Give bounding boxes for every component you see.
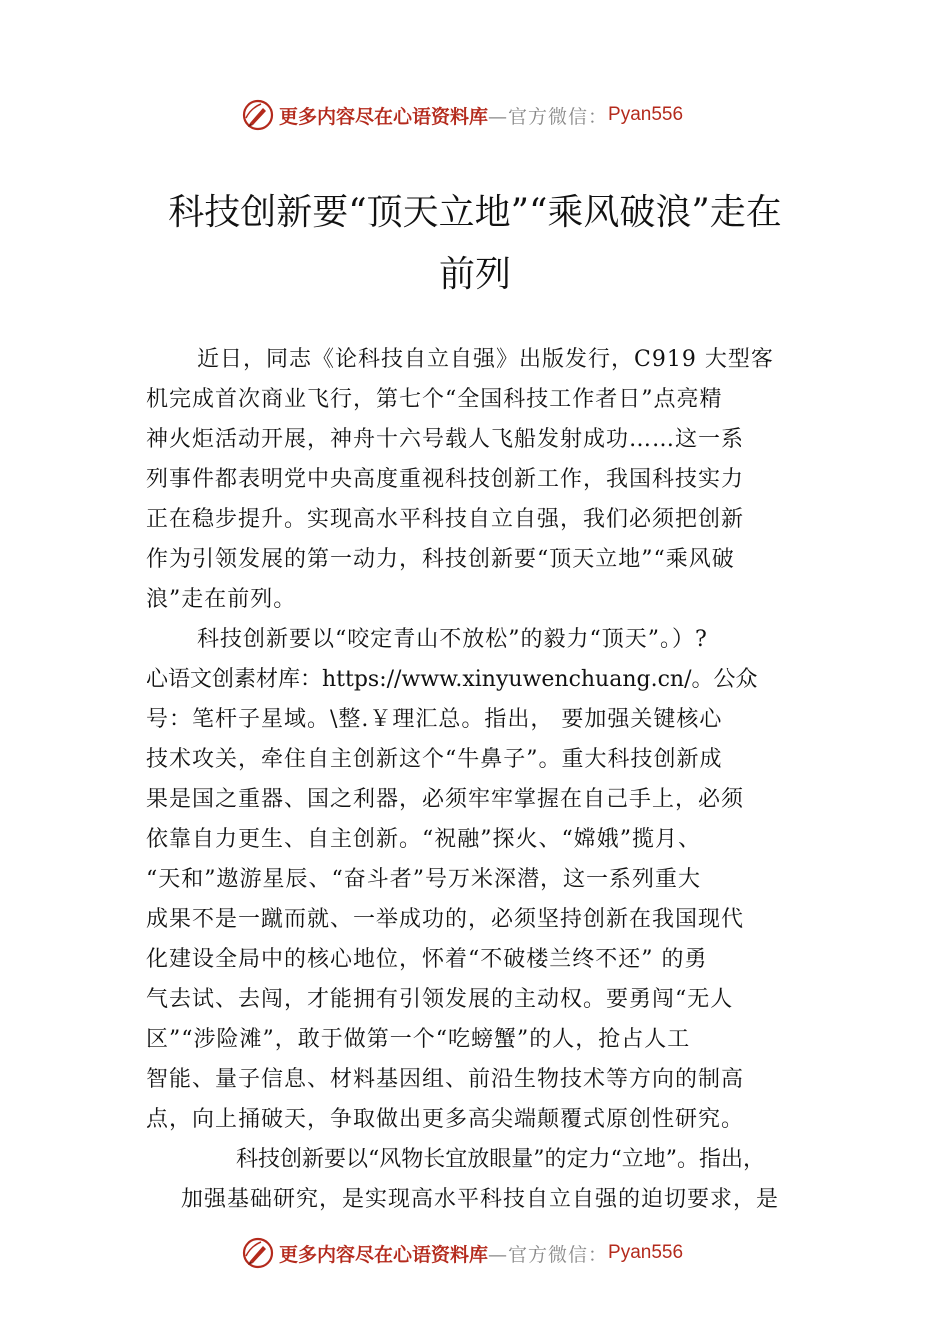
article-title-line-1: 科技创新要“顶天立地”“乘风破浪”走在 [168,192,782,233]
body-line: 作为引领发展的第一动力，科技创新要“顶天立地”“乘风破 [146,547,735,572]
body-line: 加强基础研究，是实现高水平科技自立自强的迫切要求，是 [181,1187,780,1212]
body-line: 气去试、去闯，才能拥有引领发展的主动权。要勇闯“无人 [146,987,734,1012]
body-line: 区”“涉险滩”，敢于做第一个“吃螃蟹”的人，抢占人工 [146,1027,691,1052]
header-banner [0,95,950,135]
body-line: 正在稳步提升。实现高水平科技自立自强，我们必须把创新 [146,507,745,532]
banner-content [241,95,683,135]
banner-wechat-id: Pyan556 [608,104,684,125]
article-title-line-2: 前列 [438,254,511,295]
pen-logo-icon [241,98,275,132]
body-line: 心语文创素材库：https://www.xinyuwenchuang.cn/。公众 [146,667,758,692]
body-line: 机完成首次商业飞行，第七个“全国科技工作者日”点亮精 [146,387,723,412]
banner-wechat-label: —官方微信： [488,105,609,128]
body-line: 依靠自力更生、自主创新。“祝融”探火、“嫦娥”揽月、 [146,827,701,852]
body-line: 智能、量子信息、材料基因组、前沿生物技术等方向的制高 [146,1067,745,1092]
body-line: 果是国之重器、国之利器，必须牢牢掌握在自己手上，必须 [146,787,745,812]
banner-wechat-label: —官方微信： [488,1243,609,1266]
body-line: 科技创新要以“咬定青山不放松”的毅力“顶天”。）? [197,627,708,652]
body-line: 列事件都表明党中央高度重视科技创新工作，我国科技实力 [146,467,745,492]
body-line: 浪”走在前列。 [146,587,297,612]
banner-library-name: 更多内容尽在心语资料库 [279,1243,489,1266]
body-line: 近日，同志《论科技自立自强》出版发行，C919 大型客 [197,347,774,372]
banner-content [241,1233,683,1273]
banner-wechat-id: Pyan556 [608,1242,684,1263]
body-line: 化建设全局中的核心地位，怀着“不破楼兰终不还” 的勇 [146,947,708,972]
body-line: 号：笔杆子星域。\整.￥理汇总。指出， 要加强关键核心 [146,707,723,732]
footer-banner [0,1233,950,1273]
body-line: 科技创新要以“风物长宜放眼量”的定力“立地”。指出， [236,1147,765,1172]
body-line: 成果不是一蹴而就、一举成功的，必须坚持创新在我国现代 [146,907,745,932]
body-line: 点，向上捅破天，争取做出更多高尖端颠覆式原创性研究。 [146,1107,745,1132]
body-line: 技术攻关，牵住自主创新这个“牛鼻子”。重大科技创新成 [146,747,723,772]
body-line: 神火炬活动开展，神舟十六号载人飞船发射成功……这一系 [146,427,745,452]
body-line: “天和”遨游星辰、“奋斗者”号万米深潜，这一系列重大 [146,867,701,892]
banner-library-name: 更多内容尽在心语资料库 [279,105,489,128]
pen-logo-icon [241,1236,275,1270]
